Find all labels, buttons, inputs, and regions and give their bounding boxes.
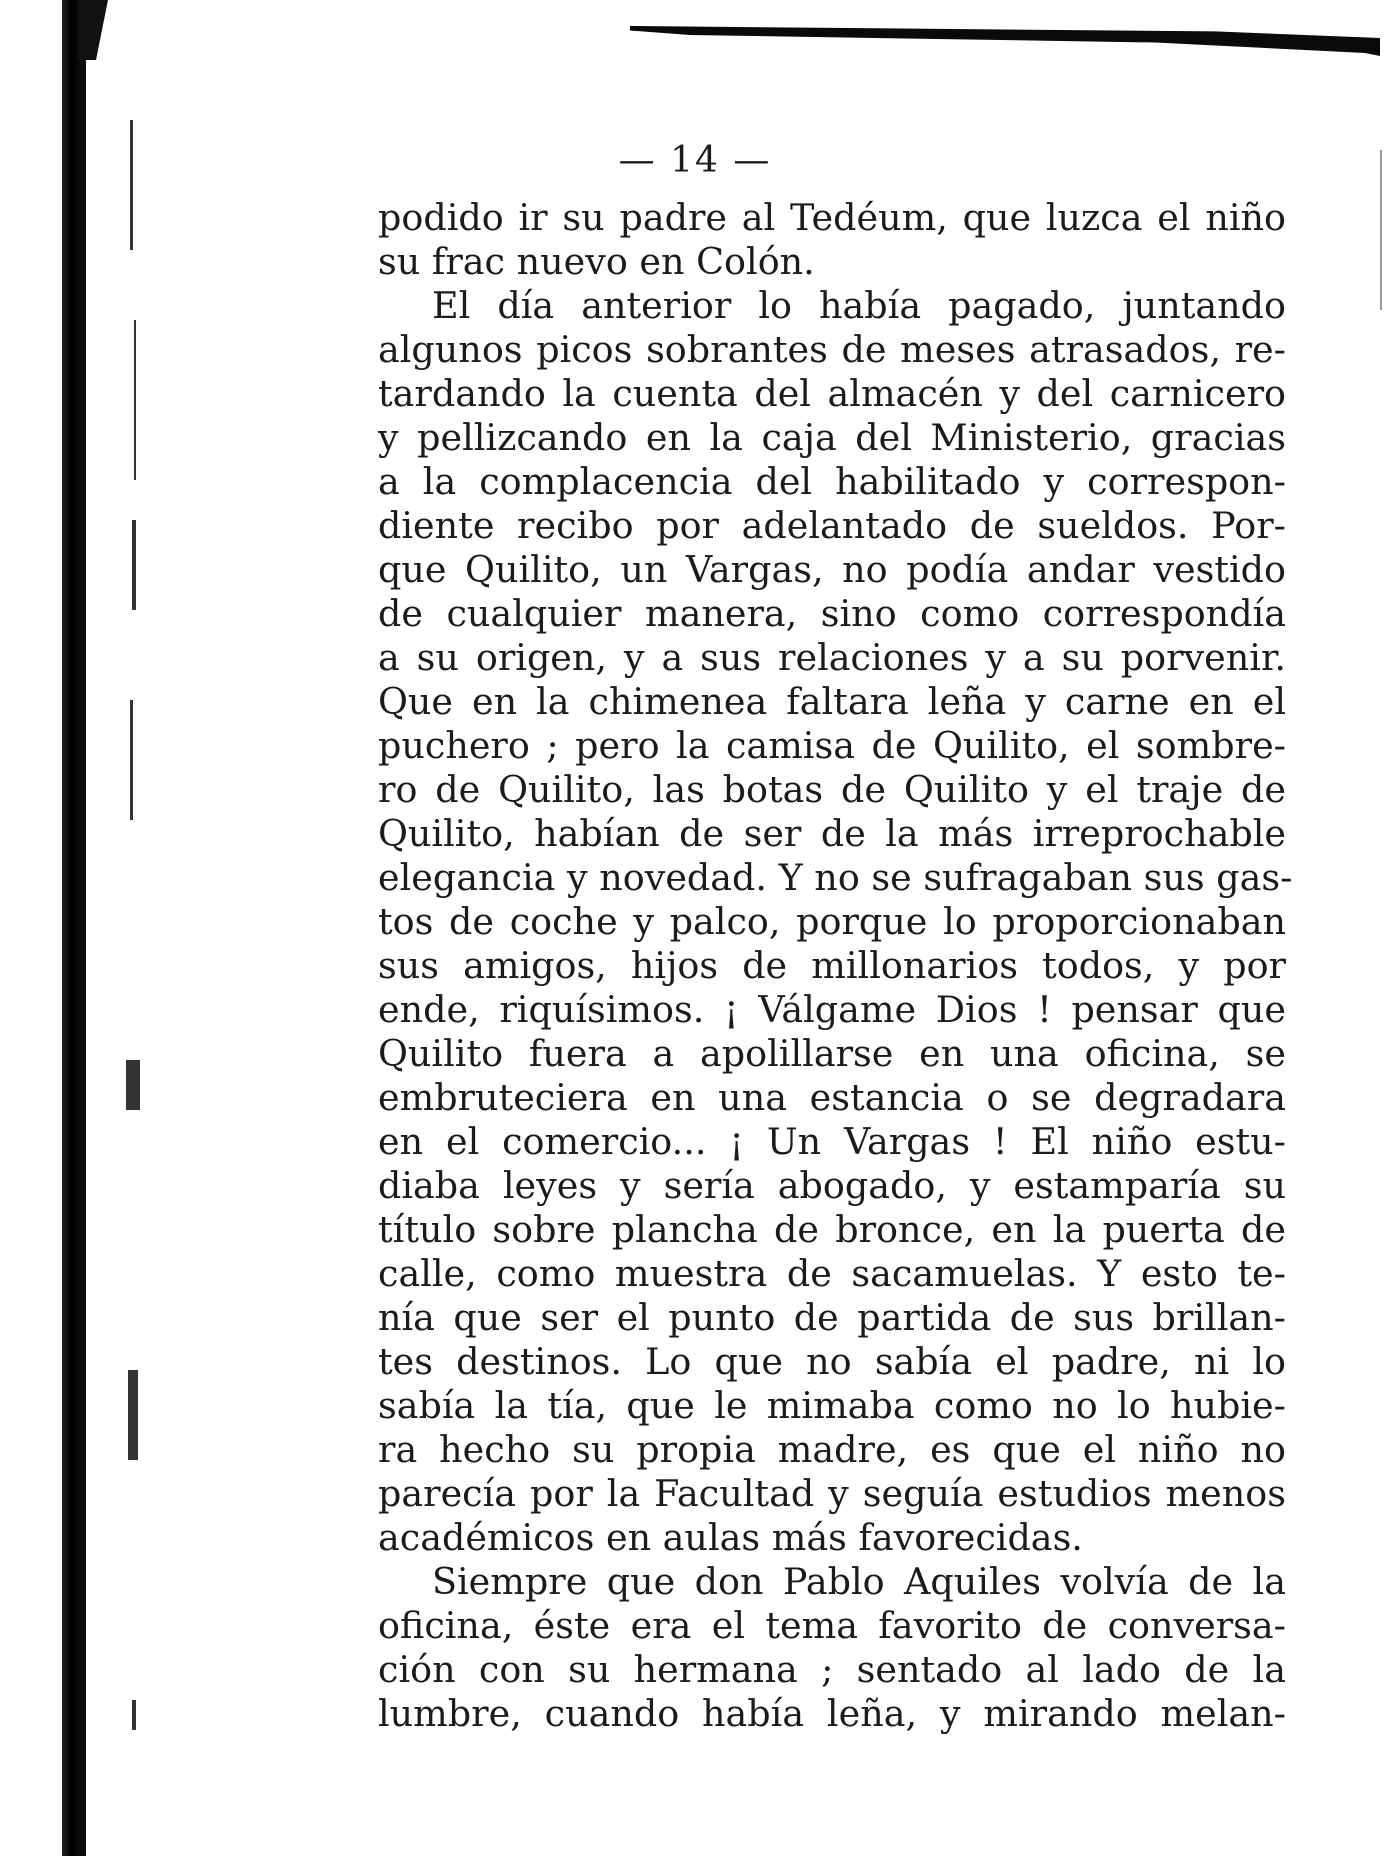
text-line: académicos en aulas más favorecidas.: [378, 1516, 1083, 1559]
text-line: a la complacencia del habilitado y correspon-: [378, 460, 1286, 503]
text-line: diente recibo por adelantado de sueldos. Por-: [378, 504, 1286, 547]
text-line: Que en la chimenea faltara leña y carne en el: [378, 680, 1286, 723]
text-line: ende, riquísimos. ¡ Válgame Dios ! pensar que: [378, 988, 1286, 1031]
body-text: [378, 196, 1293, 1736]
text-line: ra hecho su propia madre, es que el niño no: [378, 1428, 1286, 1471]
book-binding-shadow: [62, 0, 86, 1856]
text-line: podido ir su padre al Tedéum, que luzca el niño: [378, 196, 1286, 239]
text-line: ro de Quilito, las botas de Quilito y el traje de: [378, 768, 1286, 811]
scan-edge-shadow: [630, 26, 1380, 56]
text-line: calle, como muestra de sacamuelas. Y esto te-: [378, 1252, 1286, 1295]
text-line: y pellizcando en la caja del Ministerio, gracias: [378, 416, 1286, 459]
text-line: que Quilito, un Vargas, no podía andar vestido: [378, 548, 1286, 591]
text-line: Siempre que don Pablo Aquiles volvía de la: [432, 1560, 1286, 1603]
gutter-bleed-marks: [120, 60, 180, 1800]
text-line: de cualquier manera, sino como correspondía: [378, 592, 1286, 635]
text-line: oficina, éste era el tema favorito de conversa-: [378, 1604, 1286, 1647]
text-line: ción con su hermana ; sentado al lado de la: [378, 1648, 1286, 1691]
text-line: título sobre plancha de bronce, en la puerta de: [378, 1208, 1286, 1251]
text-line: puchero ; pero la camisa de Quilito, el sombre-: [378, 724, 1286, 767]
text-line: elegancia y novedad. Y no se sufragaban sus gas-: [378, 856, 1293, 899]
text-line: su frac nuevo en Colón.: [378, 240, 815, 283]
binding-corner-shadow: [78, 0, 108, 60]
text-line: tos de coche y palco, porque lo proporcionaban: [378, 900, 1286, 943]
text-line: nía que ser el punto de partida de sus brillan-: [378, 1296, 1286, 1339]
text-line: parecía por la Facultad y seguía estudios menos: [378, 1472, 1286, 1515]
text-line: a su origen, y a sus relaciones y a su porvenir.: [378, 636, 1286, 679]
text-line: sabía la tía, que le mimaba como no lo hubie-: [378, 1384, 1286, 1427]
text-line: tardando la cuenta del almacén y del carnicero: [378, 372, 1286, 415]
text-line: algunos picos sobrantes de meses atrasados, re-: [378, 328, 1286, 371]
text-line: tes destinos. Lo que no sabía el padre, ni lo: [378, 1340, 1286, 1383]
page-number: — 14 —: [618, 140, 772, 181]
text-line: Quilito, habían de ser de la más irreprochable: [378, 812, 1286, 855]
text-line: en el comercio... ¡ Un Vargas ! El niño estu-: [378, 1120, 1286, 1163]
text-line: El día anterior lo había pagado, juntando: [432, 284, 1286, 327]
text-line: sus amigos, hijos de millonarios todos, y por: [378, 944, 1286, 987]
text-line: diaba leyes y sería abogado, y estamparía su: [378, 1164, 1286, 1207]
text-line: lumbre, cuando había leña, y mirando melan-: [378, 1692, 1286, 1735]
text-line: Quilito fuera a apolillarse en una oficina, se: [378, 1032, 1286, 1075]
text-line: embruteciera en una estancia o se degradara: [378, 1076, 1286, 1119]
